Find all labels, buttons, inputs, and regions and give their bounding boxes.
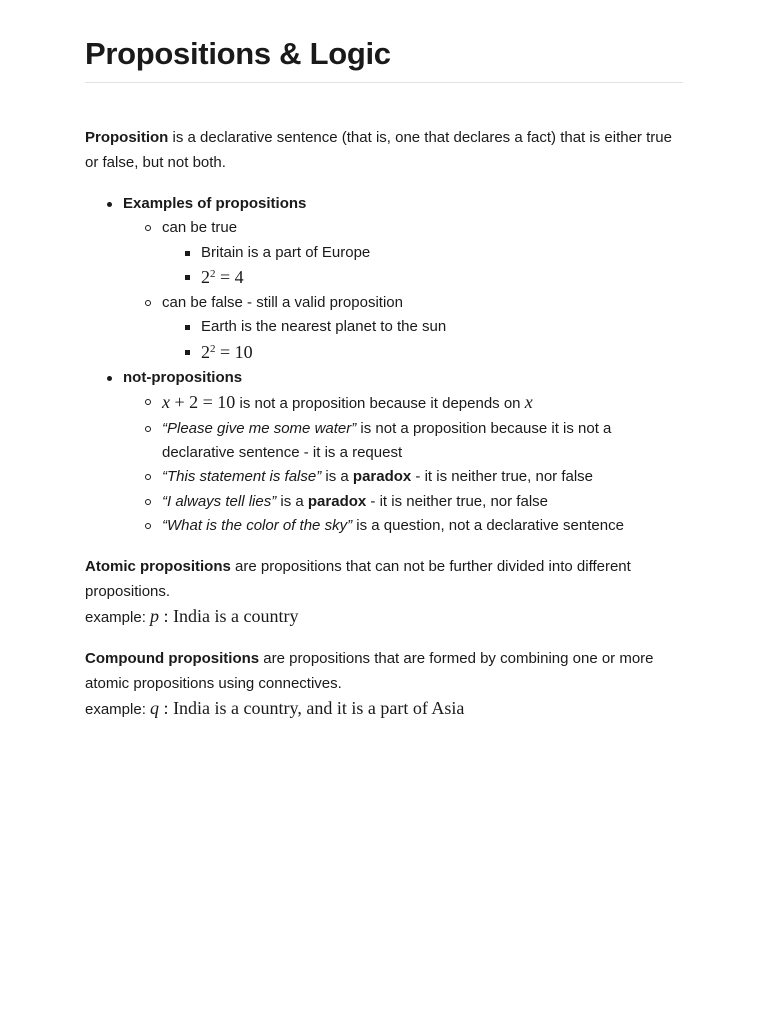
list-item xyxy=(201,340,683,366)
proposition-definition xyxy=(85,126,683,175)
true-example-text: Britain is a part of Europe xyxy=(201,243,371,261)
list-item-true xyxy=(162,216,683,291)
list-item: “I always tell lies” is a paradox - it is neither true, nor false xyxy=(162,490,683,514)
true-label: can be true xyxy=(162,219,238,237)
compound-example: example: q : India is a country, and it is a part of Asia xyxy=(85,698,465,719)
atomic-term: Atomic propositions xyxy=(85,558,231,576)
false-example-math: $2^2 = 10$ xyxy=(201,341,253,362)
list-item: “Please give me some water” is not a proposition because it is not a declarative sentence - it is a request xyxy=(162,417,683,466)
list-item xyxy=(201,241,683,265)
false-example-text: Earth is the nearest planet to the sun xyxy=(201,318,447,336)
proposition-list xyxy=(85,192,683,538)
page-title: Propositions & Logic xyxy=(85,0,683,83)
atomic-example: example: p : India is a country xyxy=(85,606,299,627)
true-example-math: $2^2 = 4$ xyxy=(201,266,244,287)
list-item-not-propositions xyxy=(123,366,683,538)
list-item: “This statement is false” is a paradox - it is neither true, nor false xyxy=(162,465,683,489)
proposition-term: Proposition xyxy=(85,129,169,146)
compound-definition xyxy=(85,647,683,696)
false-label: can be false - still a valid proposition xyxy=(162,294,403,312)
list-item: x + 2 = 10 is not a proposition because it depends on x xyxy=(162,390,683,416)
list-item-examples xyxy=(123,192,683,366)
compound-text: are propositions that are formed by combining one or more atomic propositions using connectives. xyxy=(85,650,654,692)
proposition-text: is a declarative sentence (that is, one that declares a fact) that is either true or false, but not both. xyxy=(85,129,672,171)
not-propositions-heading: not-propositions xyxy=(123,369,243,387)
list-item xyxy=(201,315,683,339)
compound-term: Compound propositions xyxy=(85,650,260,668)
list-item-false xyxy=(162,291,683,366)
list-item xyxy=(201,265,683,291)
atomic-definition xyxy=(85,555,683,604)
examples-heading: Examples of propositions xyxy=(123,195,307,212)
atomic-text: are propositions that can not be further divided into different propositions. xyxy=(85,558,631,600)
list-item: “What is the color of the sky” is a question, not a declarative sentence xyxy=(162,514,683,538)
